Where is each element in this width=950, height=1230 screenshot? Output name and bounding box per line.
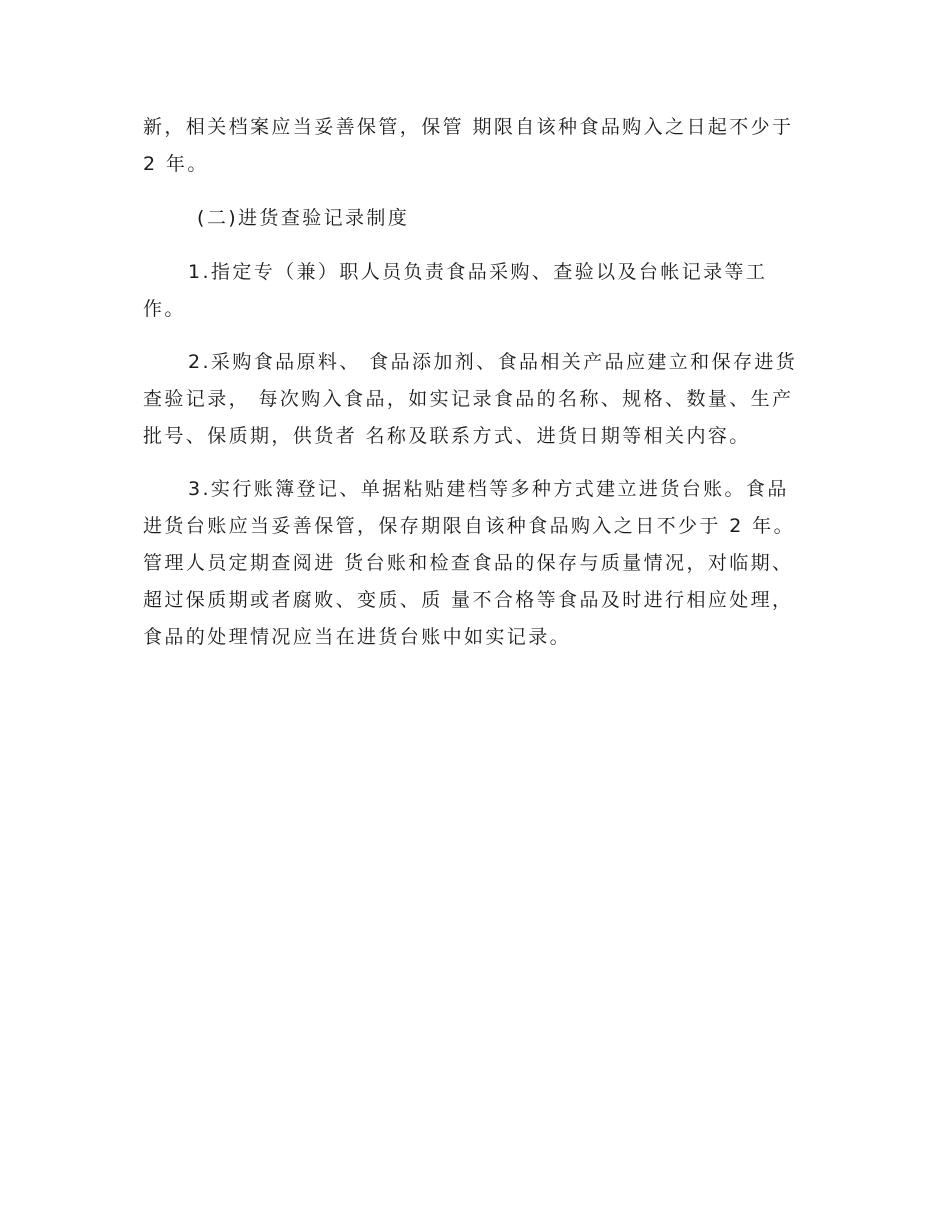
paragraph-line: 批号、保质期，供货者 名称及联系方式、进货日期等相关内容。 <box>143 425 751 447</box>
paragraph-line: 1.指定专（兼）职人员负责食品采购、查验以及台帐记录等工 <box>188 261 768 283</box>
paragraph-line: 进货台账应当妥善保管，保存期限自该种食品购入之日不少于 2 年。 <box>143 515 795 537</box>
paragraph-line: 作。 <box>143 298 186 320</box>
paragraph-line: 管理人员定期查阅进 货台账和检查食品的保存与质量情况，对临期、 <box>143 552 794 574</box>
paragraph-line: 新，相关档案应当妥善保管，保管 期限自该种食品购入之日起不少于 <box>143 116 794 138</box>
paragraph-line: 3.实行账簿登记、单据粘贴建档等多种方式建立进货台账。食品 <box>188 478 789 500</box>
paragraph-line: 2 年。 <box>143 153 209 175</box>
paragraph-line: 超过保质期或者腐败、变质、质 量不合格等食品及时进行相应处理， <box>143 589 794 611</box>
section-heading: (二)进货查验记录制度 <box>197 207 410 229</box>
paragraph-line: 食品的处理情况应当在进货台账中如实记录。 <box>143 626 572 648</box>
paragraph-line: 查验记录， 每次购入食品，如实记录食品的名称、规格、数量、生产 <box>143 388 794 410</box>
paragraph-line: 2.采购食品原料、 食品添加剂、食品相关产品应建立和保存进货 <box>188 351 798 373</box>
